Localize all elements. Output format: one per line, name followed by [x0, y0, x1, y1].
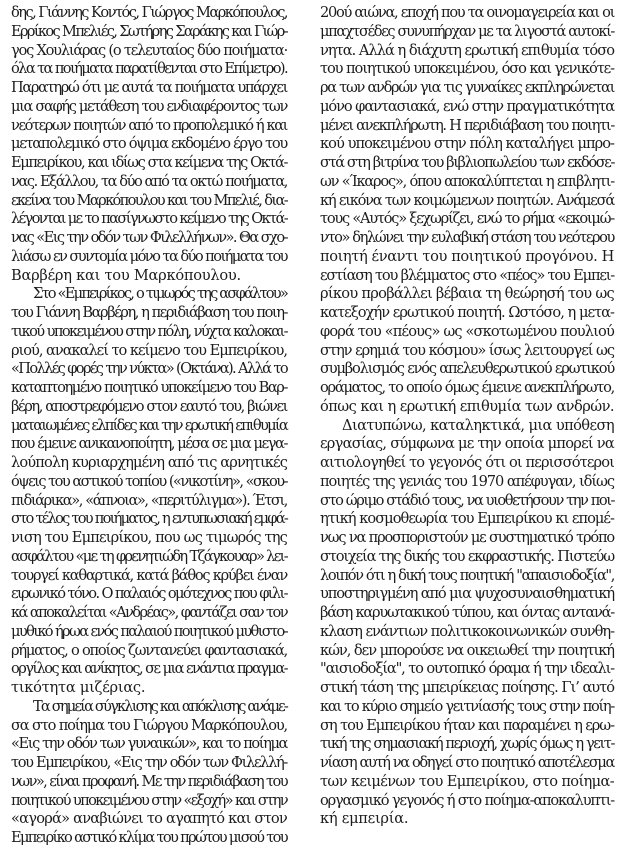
text-line: λέγονται με το πασίγνωστο κείμενο της Οκτά-: [11, 210, 287, 228]
text-line: ση του Εμπειρίκου ήταν και παραμένει η ερω-: [320, 716, 614, 734]
paragraph: [11, 285, 287, 698]
text-line: ρα των ανδρών για τις γυναίκες εκπληρώνεται: [320, 79, 614, 96]
text-line: αιτιολογηθεί το γεγονός ότι οι περισσότεροι: [320, 454, 614, 471]
text-line: νας. Εξάλλου, τα δύο από τα οκτώ ποιήματα,: [11, 172, 287, 190]
left-column: [11, 4, 287, 848]
text-line: νεότερων ποιητών από το προπολεμικό ή και: [11, 116, 287, 134]
text-line: στοιχεία της δικής του εκφραστικής. Πιστεύω: [320, 547, 614, 565]
text-line: Ερρίκος Μπελιές, Σωτήρης Σαράκης και Γιώρ-: [11, 22, 287, 40]
text-line: οργασμικό γεγονός ή στο ποίημα-αποκαλυπτι-: [320, 791, 614, 809]
text-line: ειρωνικό τόνο. Ο παλαιός ομότεχνος που φιλι-: [11, 585, 287, 603]
right-column: [320, 4, 614, 829]
text-line: λιάσω εν συντομία μόνο τα δύο ποιήματα του: [11, 247, 287, 265]
text-line: ριού, ανακαλεί το κείμενο του Εμπειρίκου,: [11, 341, 287, 359]
text-line: οράματος, το οποίο όμως έμεινε ανεκπλήρωτο,: [320, 379, 614, 396]
text-line: σα στο ποίημα του Γιώργου Μαρκόπουλου,: [11, 716, 287, 734]
text-line: στο ώριμο στάδιό τους, να υιοθετήσουν την ποι-: [320, 491, 614, 509]
text-line: συμβολισμός ενός απελευθερωτικού ερωτικού: [320, 360, 614, 378]
text-line: οργίλος και ανίκητος, σε μια ενάντια πραγμα-: [11, 660, 287, 678]
text-line: Τα σημεία σύγκλισης και απόκλισης ανάμε-: [33, 697, 287, 715]
text-line: ων «Ίκαρος», όπου αποκαλύπτεται η επιβλητι-: [320, 172, 614, 190]
text-line: «Εις την οδόν των γυναικών», και το ποίημα: [11, 735, 287, 753]
text-line: ητική κοσμοθεωρία του Εμπειρίκου κι επομέ-: [320, 510, 614, 528]
text-line: νων», είναι προφανή. Με την περιδιάβαση του: [11, 772, 287, 790]
text-line: 20ού αιώνα, εποχή που τα οινομαγειρεία και οι: [320, 4, 614, 21]
text-line: στά στη βιτρίνα του βιβλιοπωλείου των εκδόσε-: [320, 154, 614, 171]
text-line: Στο «Εμπειρίκος, ο τιμωρός της ασφάλτου»: [33, 285, 287, 303]
text-line: ποιητή έναντι του ποιητικού προγόνου. Η: [320, 247, 614, 265]
paragraph: [320, 4, 614, 417]
text-line: όψεις του αστικού τοπίου («νικοτίνη», «σκου-: [11, 472, 287, 490]
text-line: Εμπειρίκο αστικό κλίμα του πρώτου μισού του: [11, 829, 287, 846]
text-line: Παρατηρώ ότι με αυτά τα ποιήματα υπάρχει: [11, 79, 287, 96]
text-line: και το κύριο σημείο γειτνίασής τους στην ποίη-: [320, 697, 614, 715]
paragraph: [11, 698, 287, 848]
text-line: "αισιοδοξία", το ουτοπικό όραμα ή την ιδεαλι-: [320, 660, 614, 678]
text-line: λοιπόν ότι η δική τους ποιητική "απαισιοδοξία",: [320, 566, 614, 584]
text-line: νητα. Αλλά η διάχυτη ερωτική επιθυμία τόσο: [320, 41, 614, 59]
text-line: τους «Αυτός» ξεχωρίζει, ενώ το ρήμα «εκοιμώ-: [320, 210, 614, 228]
text-line: τουργεί καθαρτικά, κατά βάθος κρύβει έναν: [11, 566, 287, 584]
text-line: ποιητικού υποκειμένου στην «εξοχή» και στην: [11, 791, 287, 809]
text-line: κά αποκαλείται «Ανδρέας», φαντάζει σαν τον: [11, 604, 287, 621]
text-line: στική τάση της μπειρίκειας ποίησης. Γι’ αυτό: [320, 679, 614, 696]
text-line: λούπολη κυριαρχημένη από τις αρνητικές: [11, 454, 287, 471]
text-line: Διατυπώνω, καταληκτικά, μια υπόθεση: [342, 416, 614, 434]
text-line: νως να προσποριστούν με συστηματικό τρόπο: [320, 529, 614, 546]
text-line: των κειμένων του Εμπειρίκου, στο ποίημα-: [320, 772, 614, 790]
text-line: κή εμπειρία.: [320, 810, 409, 828]
text-line: τικότητα μιζέριας.: [11, 679, 146, 696]
text-line: δης, Γιάννης Κοντός, Γιώργος Μαρκόπουλος,: [11, 4, 287, 21]
text-line: κή εικόνα των κοιμώμενων ποιητών. Ανάμεσά: [320, 191, 614, 209]
text-line: «αγορά» αναβιώνει το αγαπητό και στον: [11, 810, 287, 828]
text-line: βέρη, αποστρεφόμενο στον εαυτό του, βιώνει: [11, 397, 287, 415]
text-line: Βαρβέρη και του Μαρκόπουλου.: [11, 266, 241, 284]
text-line: γος Χουλιάρας (ο τελευταίος δύο ποιήματα·: [11, 41, 287, 59]
text-line: κών, δεν μπορούσε να οικειωθεί την ποιητική: [320, 641, 614, 659]
text-line: ασφάλτου «με τη φρενητιώδη Τζάγκουαρ» λει-: [11, 547, 287, 565]
text-line: μπαχτσέδες συνυπήρχαν με τα λιγοστά αυτοκί-: [320, 22, 614, 40]
text-line: εργασίας, σύμφωνα με την οποία μπορεί να: [320, 435, 614, 453]
text-line: όλα τα ποιήματα παρατίθενται στο Επίμετρο).: [11, 60, 287, 78]
text-line: κατεξοχήν ερωτικού ποιητή. Ωστόσο, η μετα-: [320, 304, 614, 321]
text-line: του Εμπειρίκου, «Εις την οδόν των Φιλελλή-: [11, 754, 287, 771]
text-line: υποστηριγμένη από μια ψυχοσυναισθηματική: [320, 585, 614, 603]
text-line: μυθικό ήρωα ενός παλαιού ποιητικού μυθιστο-: [11, 622, 287, 640]
text-line: ρίκου προβάλλει βέβαια τη θεώρησή του ως: [320, 285, 614, 303]
text-line: βάση καρυωτακικού τύπου, και όντας αντανά-: [320, 604, 614, 621]
text-line: ματαιωμένες ελπίδες και την ερωτική επιθυμία: [11, 416, 287, 434]
text-line: «Πολλές φορές την νύκτα» (Οκτάνα). Αλλά το: [11, 360, 287, 378]
text-line: που έμεινε ανικανοποίητη, μέσα σε μια μεγα-: [11, 435, 287, 453]
text-line: τικού υποκειμένου στην πόλη, νύχτα καλοκαι-: [11, 322, 287, 340]
text-line: νίαση αυτή να οδηγεί στο ποιητικό αποτέλεσμα: [320, 754, 614, 771]
text-line: εστίαση του βλέμματος στο «πέος» του Εμπει-: [320, 266, 614, 284]
text-line: τική της σημασιακή περιοχή, χωρίς όμως η γειτ-: [320, 735, 614, 753]
text-line: ρήματος, ο οποίος ζωντανεύει φαντασιακά,: [11, 641, 287, 659]
text-line: πιδιάρικα», «άπνοια», «περιτύλιγμα»). Έτσι,: [11, 491, 287, 509]
text-line: στο τέλος του ποιήματος, η εντυπωσιακή εμφά-: [11, 510, 287, 528]
text-line: νιση του Εμπειρίκου, που ως τιμωρός της: [11, 529, 287, 546]
text-line: μόνο φαντασιακά, ενώ στην πραγματικότητα: [320, 97, 614, 115]
text-line: στην ερημιά του κόσμου» ίσως λειτουργεί ως: [320, 341, 614, 359]
paragraph: [320, 417, 614, 830]
text-line: νας «Εις την οδόν των Φιλελλήνων». Θα σχο-: [11, 229, 287, 246]
text-line: Εμπειρίκου, και ιδίως στα κείμενα της Οκτά-: [11, 154, 287, 171]
paragraph: [11, 4, 287, 285]
text-line: ντο» δηλώνει την ευλαβική στάση του νεότερου: [320, 229, 614, 246]
text-line: καταπτοημένο ποιητικό υποκείμενο του Βαρ-: [11, 379, 287, 396]
text-line: μια σαφής μετάθεση του ενδιαφέροντος των: [11, 97, 287, 115]
text-line: μένει ανεκπλήρωτη. Η περιδιάβαση του ποιητι-: [320, 116, 614, 134]
text-line: ποιητές της γενιάς του 1970 απέφυγαν, ιδίως: [320, 472, 614, 490]
text-line: κλαση ενάντιων πολιτικοκοινωνικών συνθη-: [320, 622, 614, 640]
text-line: του ποιητικού υποκειμένου, όσο και γενικότε-: [320, 60, 614, 78]
text-line: μεταπολεμικό στο όψιμα εκδομένο έργο του: [11, 135, 287, 153]
text-line: εκείνα του Μαρκόπουλου και του Μπελιέ, δια-: [11, 191, 287, 209]
text-line: φορά του «πέους» ως «σκοτωμένου πουλιού: [320, 322, 614, 340]
text-line: όπως και η ερωτική επιθυμία των ανδρών.: [320, 397, 614, 415]
text-line: του Γιάννη Βαρβέρη, η περιδιάβαση του ποιη-: [11, 304, 287, 321]
text-line: κού υποκειμένου στην πόλη καταλήγει μπρο-: [320, 135, 614, 153]
